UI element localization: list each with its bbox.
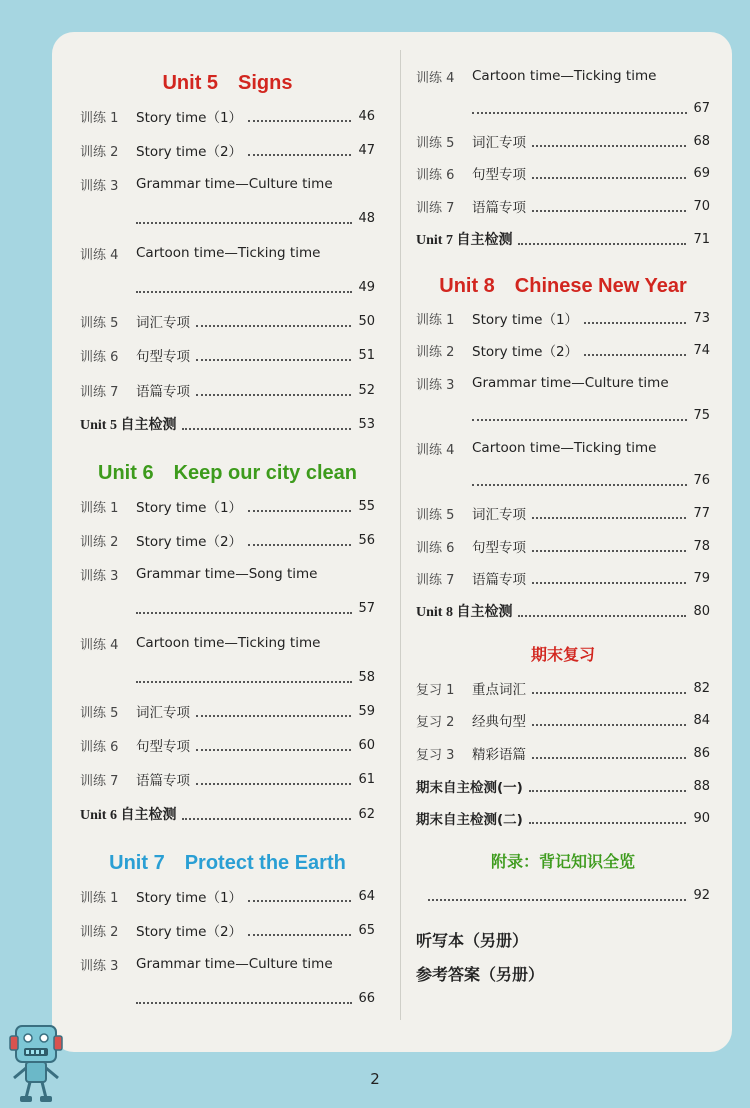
entry-title: Cartoon time—Ticking time bbox=[472, 440, 657, 456]
entry-title: Unit 5 自主检测 bbox=[80, 418, 177, 433]
toc-entry-unit5-3[interactable] bbox=[80, 173, 375, 195]
toc-entry-review-3[interactable] bbox=[416, 742, 710, 764]
toc-entry-unit5-2[interactable] bbox=[80, 139, 375, 161]
toc-entry-unit7-6[interactable] bbox=[416, 162, 710, 184]
leader-dots bbox=[196, 358, 351, 361]
entry-title: 语篇专项 bbox=[472, 572, 526, 588]
entry-title: 句型专项 bbox=[472, 540, 526, 556]
entry-title: Grammar time—Culture time bbox=[136, 176, 333, 192]
leader-dots bbox=[428, 898, 686, 901]
unit7-heading: Unit 7 Protect the Earth bbox=[109, 852, 346, 874]
entry-title: Story time（1） bbox=[136, 110, 243, 126]
toc-entry-unit8-3-page[interactable] bbox=[472, 404, 710, 426]
toc-entry-unit6-5[interactable] bbox=[80, 700, 375, 722]
entry-title: 词汇专项 bbox=[136, 315, 190, 331]
toc-entry-unit8-6[interactable] bbox=[416, 535, 710, 557]
entry-page: 80 bbox=[693, 603, 710, 619]
entry-title: 语篇专项 bbox=[472, 200, 526, 216]
leader-dots bbox=[248, 933, 351, 936]
entry-page: 65 bbox=[358, 922, 375, 938]
entry-title: 重点词汇 bbox=[472, 682, 526, 698]
toc-entry-review-2[interactable] bbox=[416, 709, 710, 731]
toc-entry-unit5-4-page[interactable] bbox=[136, 276, 375, 298]
entry-title: Story time（2） bbox=[136, 534, 243, 550]
entry-page: 67 bbox=[693, 100, 710, 116]
toc-entry-unit6-7[interactable] bbox=[80, 768, 375, 790]
entry-title: 词汇专项 bbox=[472, 135, 526, 151]
leader-dots bbox=[529, 789, 686, 792]
final-review-heading: 期末复习 bbox=[530, 645, 595, 664]
entry-title: Unit 6 自主检测 bbox=[80, 808, 177, 823]
leader-dots bbox=[472, 418, 687, 421]
leader-dots bbox=[584, 353, 686, 356]
toc-entry-unit5-test[interactable] bbox=[80, 413, 375, 435]
leader-dots bbox=[248, 119, 351, 122]
entry-title: 经典句型 bbox=[472, 714, 526, 730]
entry-label: 训练 6 bbox=[416, 167, 455, 183]
toc-entry-unit5-7[interactable] bbox=[80, 379, 375, 401]
entry-page: 66 bbox=[358, 990, 375, 1006]
entry-title: Story time（1） bbox=[136, 500, 243, 516]
entry-page: 74 bbox=[693, 342, 710, 358]
entry-label: 训练 5 bbox=[80, 705, 119, 721]
toc-entry-unit6-3-page[interactable] bbox=[136, 597, 375, 619]
toc-entry-unit8-7[interactable] bbox=[416, 567, 710, 589]
entry-title: 句型专项 bbox=[136, 349, 190, 365]
leader-dots bbox=[532, 176, 686, 179]
entry-label: 训练 7 bbox=[80, 384, 119, 400]
toc-entry-final-test-2[interactable] bbox=[416, 807, 710, 829]
toc-entry-unit8-3[interactable] bbox=[416, 372, 710, 394]
entry-page: 50 bbox=[358, 313, 375, 329]
leader-dots bbox=[248, 543, 351, 546]
toc-entry-unit7-4-page[interactable] bbox=[472, 97, 710, 119]
entry-title: Cartoon time—Ticking time bbox=[472, 68, 657, 84]
toc-entry-unit7-1[interactable] bbox=[80, 885, 375, 907]
entry-page: 62 bbox=[358, 806, 375, 822]
entry-title: Story time（2） bbox=[136, 924, 243, 940]
toc-entry-unit6-4[interactable] bbox=[80, 632, 375, 654]
leader-dots bbox=[532, 516, 686, 519]
entry-page: 75 bbox=[693, 407, 710, 423]
toc-entry-unit7-2[interactable] bbox=[80, 919, 375, 941]
entry-title: Story time（1） bbox=[136, 890, 243, 906]
entry-page: 92 bbox=[693, 887, 710, 903]
answer-key-link[interactable]: 参考答案（另册） bbox=[416, 965, 545, 984]
entry-page: 69 bbox=[693, 165, 710, 181]
toc-entry-unit7-7[interactable] bbox=[416, 195, 710, 217]
entry-page: 53 bbox=[358, 416, 375, 432]
entry-label: 训练 2 bbox=[80, 924, 119, 940]
leader-dots bbox=[248, 153, 351, 156]
toc-entry-unit6-test[interactable] bbox=[80, 803, 375, 825]
leader-dots bbox=[196, 324, 351, 327]
leader-dots bbox=[518, 242, 686, 245]
toc-entry-unit8-5[interactable] bbox=[416, 502, 710, 524]
toc-entry-unit6-2[interactable] bbox=[80, 529, 375, 551]
toc-entry-unit7-3[interactable] bbox=[80, 953, 375, 975]
toc-entry-unit7-5[interactable] bbox=[416, 130, 710, 152]
page-number: 2 bbox=[370, 1070, 380, 1088]
toc-entry-unit8-2[interactable] bbox=[416, 339, 710, 361]
unit8-heading: Unit 8 Chinese New Year bbox=[439, 275, 687, 297]
toc-left-column bbox=[80, 0, 375, 1108]
entry-title: 期末自主检测(二) bbox=[416, 812, 523, 828]
entry-page: 60 bbox=[358, 737, 375, 753]
toc-entry-unit8-4-page[interactable] bbox=[472, 469, 710, 491]
entry-label: 训练 6 bbox=[416, 540, 455, 556]
dictation-book-link[interactable]: 听写本（另册） bbox=[416, 931, 529, 950]
entry-page: 73 bbox=[693, 310, 710, 326]
appendix-heading: 附录：背记知识全览 bbox=[490, 852, 635, 871]
entry-page: 77 bbox=[693, 505, 710, 521]
entry-page: 68 bbox=[693, 133, 710, 149]
entry-page: 90 bbox=[693, 810, 710, 826]
leader-dots bbox=[518, 614, 686, 617]
leader-dots bbox=[472, 111, 687, 114]
leader-dots bbox=[532, 581, 686, 584]
entry-label: 训练 4 bbox=[80, 637, 119, 653]
toc-entry-final-test-1[interactable] bbox=[416, 775, 710, 797]
toc-entry-appendix-page[interactable] bbox=[416, 884, 710, 906]
entry-label: 训练 3 bbox=[80, 178, 119, 194]
entry-page: 70 bbox=[693, 198, 710, 214]
entry-label: 训练 4 bbox=[80, 247, 119, 263]
entry-page: 48 bbox=[358, 210, 375, 226]
entry-label: 复习 2 bbox=[416, 714, 455, 730]
toc-entry-review-1[interactable] bbox=[416, 677, 710, 699]
entry-label: 训练 5 bbox=[416, 135, 455, 151]
leader-dots bbox=[196, 782, 351, 785]
entry-page: 55 bbox=[358, 498, 375, 514]
entry-page: 61 bbox=[358, 771, 375, 787]
entry-label: 训练 7 bbox=[416, 200, 455, 216]
entry-label: 训练 3 bbox=[416, 377, 455, 393]
toc-entry-unit8-test[interactable] bbox=[416, 600, 710, 622]
robot-mascot-icon bbox=[6, 1018, 66, 1106]
entry-label: 训练 3 bbox=[80, 568, 119, 584]
column-divider bbox=[400, 50, 401, 1020]
entry-title: 语篇专项 bbox=[136, 384, 190, 400]
entry-title: Story time（2） bbox=[472, 344, 579, 360]
entry-page: 76 bbox=[693, 472, 710, 488]
entry-page: 46 bbox=[358, 108, 375, 124]
entry-label: 训练 2 bbox=[80, 534, 119, 550]
toc-right-column bbox=[416, 0, 710, 1108]
entry-title: 精彩语篇 bbox=[472, 747, 526, 763]
entry-page: 52 bbox=[358, 382, 375, 398]
entry-page: 86 bbox=[693, 745, 710, 761]
entry-label: 训练 2 bbox=[416, 344, 455, 360]
entry-title: 期末自主检测(一) bbox=[416, 780, 523, 796]
leader-dots bbox=[136, 1001, 352, 1004]
toc-entry-unit6-6[interactable] bbox=[80, 734, 375, 756]
toc-entry-unit6-3[interactable] bbox=[80, 563, 375, 585]
entry-page: 57 bbox=[358, 600, 375, 616]
leader-dots bbox=[532, 549, 686, 552]
toc-entry-unit5-5[interactable] bbox=[80, 310, 375, 332]
leader-dots bbox=[248, 509, 351, 512]
toc-entry-unit6-1[interactable] bbox=[80, 495, 375, 517]
leader-dots bbox=[532, 144, 686, 147]
leader-dots bbox=[532, 756, 686, 759]
entry-title: Grammar time—Culture time bbox=[472, 375, 669, 391]
entry-label: 训练 3 bbox=[80, 958, 119, 974]
leader-dots bbox=[472, 483, 687, 486]
toc-entry-unit5-4[interactable] bbox=[80, 242, 375, 264]
entry-label: 训练 5 bbox=[80, 315, 119, 331]
entry-label: 训练 6 bbox=[80, 349, 119, 365]
entry-label: 训练 2 bbox=[80, 144, 119, 160]
entry-page: 64 bbox=[358, 888, 375, 904]
toc-entry-unit7-3-page[interactable] bbox=[136, 987, 375, 1009]
toc-entry-unit8-1[interactable] bbox=[416, 307, 710, 329]
entry-page: 71 bbox=[693, 231, 710, 247]
entry-label: 复习 3 bbox=[416, 747, 455, 763]
entry-label: 训练 1 bbox=[416, 312, 455, 328]
entry-label: 训练 7 bbox=[416, 572, 455, 588]
entry-title: Cartoon time—Ticking time bbox=[136, 245, 321, 261]
leader-dots bbox=[196, 393, 351, 396]
entry-title: 词汇专项 bbox=[136, 705, 190, 721]
leader-dots bbox=[532, 209, 686, 212]
leader-dots bbox=[532, 723, 686, 726]
entry-page: 47 bbox=[358, 142, 375, 158]
entry-page: 51 bbox=[358, 347, 375, 363]
entry-label: 复习 1 bbox=[416, 682, 455, 698]
entry-page: 59 bbox=[358, 703, 375, 719]
entry-title: 句型专项 bbox=[136, 739, 190, 755]
entry-label: 训练 6 bbox=[80, 739, 119, 755]
entry-label: 训练 4 bbox=[416, 442, 455, 458]
toc-entry-unit6-4-page[interactable] bbox=[136, 666, 375, 688]
entry-label: 训练 1 bbox=[80, 110, 119, 126]
leader-dots bbox=[136, 221, 352, 224]
toc-entry-unit8-4[interactable] bbox=[416, 437, 710, 459]
entry-label: 训练 1 bbox=[80, 500, 119, 516]
entry-title: 语篇专项 bbox=[136, 773, 190, 789]
entry-page: 82 bbox=[693, 680, 710, 696]
entry-page: 78 bbox=[693, 538, 710, 554]
toc-entry-unit5-1[interactable] bbox=[80, 105, 375, 127]
leader-dots bbox=[248, 899, 351, 902]
entry-title: Unit 7 自主检测 bbox=[416, 233, 513, 248]
leader-dots bbox=[136, 290, 352, 293]
toc-entry-unit7-test[interactable] bbox=[416, 228, 710, 250]
entry-page: 58 bbox=[358, 669, 375, 685]
unit5-heading: Unit 5 Signs bbox=[162, 72, 293, 94]
entry-title: Grammar time—Culture time bbox=[136, 956, 333, 972]
leader-dots bbox=[182, 427, 351, 430]
entry-title: Grammar time—Song time bbox=[136, 566, 318, 582]
toc-entry-unit7-4[interactable] bbox=[416, 65, 710, 87]
leader-dots bbox=[584, 321, 686, 324]
entry-title: Story time（2） bbox=[136, 144, 243, 160]
entry-page: 88 bbox=[693, 778, 710, 794]
leader-dots bbox=[136, 611, 352, 614]
entry-page: 49 bbox=[358, 279, 375, 295]
leader-dots bbox=[182, 817, 351, 820]
entry-title: Unit 8 自主检测 bbox=[416, 605, 513, 620]
toc-entry-unit5-6[interactable] bbox=[80, 344, 375, 366]
entry-page: 84 bbox=[693, 712, 710, 728]
entry-title: 词汇专项 bbox=[472, 507, 526, 523]
entry-label: 训练 5 bbox=[416, 507, 455, 523]
entry-label: 训练 1 bbox=[80, 890, 119, 906]
entry-page: 56 bbox=[358, 532, 375, 548]
entry-title: 句型专项 bbox=[472, 167, 526, 183]
entry-label: 训练 4 bbox=[416, 70, 455, 86]
leader-dots bbox=[196, 748, 351, 751]
entry-title: Cartoon time—Ticking time bbox=[136, 635, 321, 651]
entry-label: 训练 7 bbox=[80, 773, 119, 789]
leader-dots bbox=[196, 714, 351, 717]
leader-dots bbox=[532, 691, 686, 694]
leader-dots bbox=[136, 680, 352, 683]
entry-title: Story time（1） bbox=[472, 312, 579, 328]
entry-page: 79 bbox=[693, 570, 710, 586]
toc-entry-unit5-3-page[interactable] bbox=[136, 207, 375, 229]
unit6-heading: Unit 6 Keep our city clean bbox=[98, 462, 357, 484]
leader-dots bbox=[529, 821, 686, 824]
